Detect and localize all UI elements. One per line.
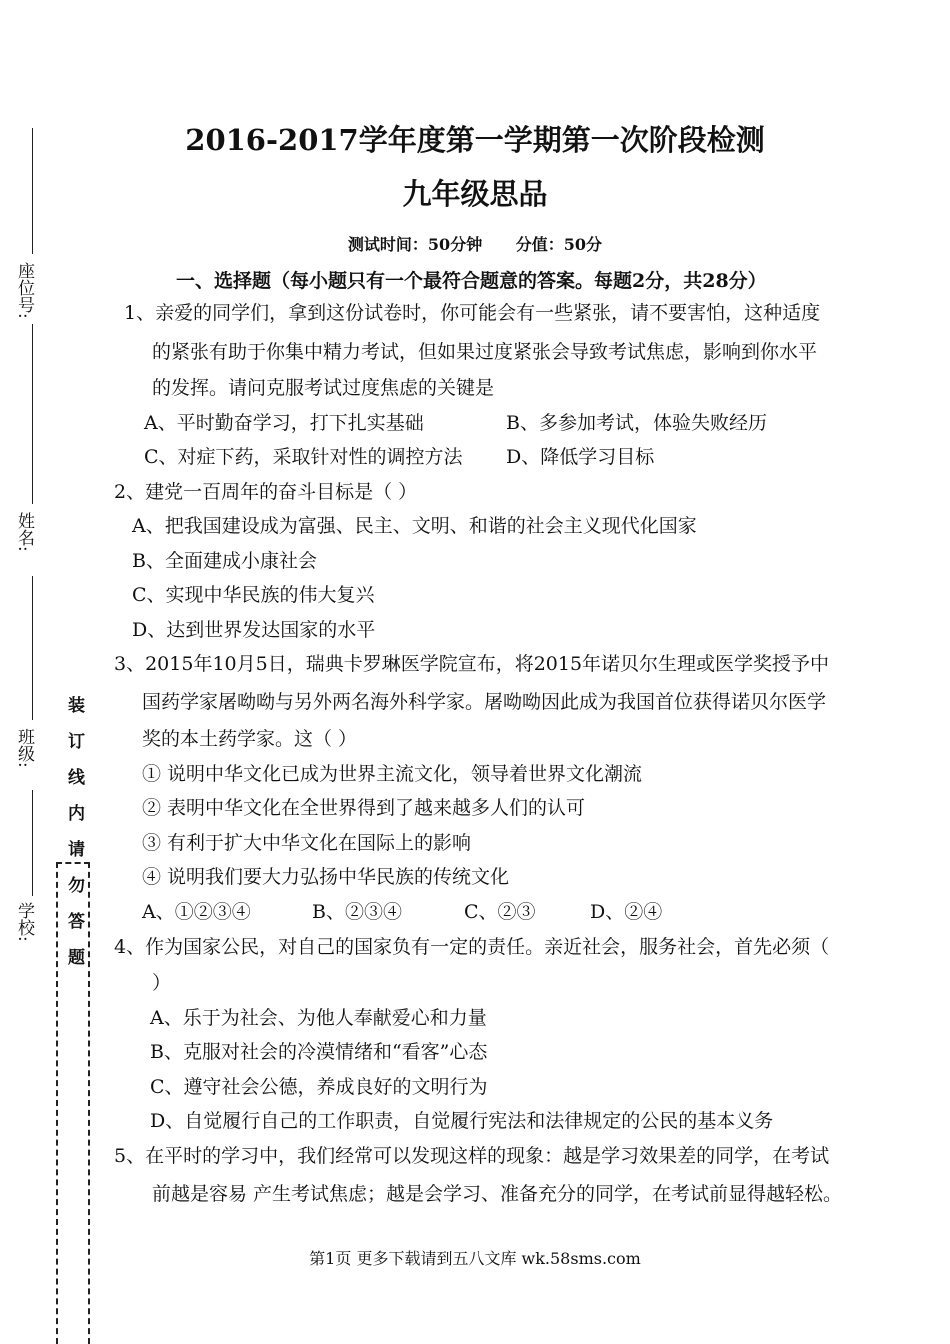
question-2-option-b: B、全面建成小康社会 [132, 550, 317, 572]
exam-time: 测试时间：50分钟 [347, 235, 483, 254]
question-3-statement: ③ 有利于扩大中华文化在国际上的影响 [142, 832, 472, 854]
question-3-statement: ② 表明中华文化在全世界得到了越来越多人们的认可 [142, 797, 586, 819]
binding-dashed-line [56, 862, 90, 1344]
question-3-stem: 3、2015年10月5日，瑞典卡罗琳医学院宣布，将2015年诺贝尔生理或医学奖授予中 [114, 653, 830, 675]
question-1-stem: 的紧张有助于你集中精力考试，但如果过度紧张会导致考试焦虑，影响到你水平 [152, 341, 818, 363]
question-4-option-c: C、遵守社会公德，养成良好的文明行为 [150, 1076, 488, 1098]
binding-warning: 装订线内请勿答题 [64, 696, 84, 984]
question-5-stem: 前越是容易 产生考试焦虑；越是会学习、准备充分的同学，在考试前显得越轻松。 [152, 1183, 843, 1205]
question-3-option-c: C、②③ [464, 901, 536, 923]
question-4-option-b: B、克服对社会的冷漠情绪和“看客”心态 [150, 1041, 488, 1063]
question-2-option-d: D、达到世界发达国家的水平 [132, 619, 376, 641]
question-1-option-c: C、对症下药，采取针对性的调控方法 [144, 446, 463, 468]
question-1-option-b: B、多参加考试，体验失败经历 [506, 412, 767, 434]
question-2-option-c: C、实现中华民族的伟大复兴 [132, 584, 375, 606]
exam-title: 2016-2017学年度第一学期第一次阶段检测 [185, 123, 765, 157]
margin-line [32, 790, 33, 896]
question-3-statement: ① 说明中华文化已成为世界主流文化，领导着世界文化潮流 [142, 763, 643, 785]
question-3-statement: ④ 说明我们要大力弘扬中华民族的传统文化 [142, 866, 510, 888]
school-label: 学校: [14, 902, 34, 942]
question-3-option-a: A、①②③④ [142, 901, 251, 923]
question-3-option-b: B、②③④ [312, 901, 402, 923]
question-1-option-a: A、平时勤奋学习，打下扎实基础 [144, 412, 424, 434]
question-1-stem: 1、亲爱的同学们，拿到这份试卷时，你可能会有一些紧张，请不要害怕，这种适度 [124, 302, 821, 324]
margin-line [32, 576, 33, 720]
question-1-stem: 的发挥。请问克服考试过度焦虑的关键是 [152, 377, 495, 399]
exam-meta [0, 232, 950, 255]
section-heading: 一、选择题（每小题只有一个最符合题意的答案。每题2分，共28分） [176, 270, 767, 292]
question-2-stem: 2、建党一百周年的奋斗目标是（ ） [114, 481, 418, 503]
name-label: 姓名: [14, 512, 34, 552]
question-4-option-a: A、乐于为社会、为他人奉献爱心和力量 [150, 1007, 487, 1029]
exam-score: 分值：50分 [515, 235, 603, 254]
question-4-option-d: D、自觉履行自己的工作职责，自觉履行宪法和法律规定的公民的基本义务 [150, 1110, 774, 1132]
question-2-option-a: A、把我国建设成为富强、民主、文明、和谐的社会主义现代化国家 [132, 515, 697, 537]
question-5-stem: 5、在平时的学习中，我们经常可以发现这样的现象：越是学习效果差的同学，在考试 [114, 1145, 830, 1167]
question-1-option-d: D、降低学习目标 [506, 446, 655, 468]
question-3-stem: 奖的本土药学家。这（ ） [142, 728, 358, 750]
seat-label: 座位号: [14, 262, 34, 319]
margin-line [32, 324, 33, 504]
page-footer: 第1页 更多下载请到五八文库 wk.58sms.com [309, 1249, 641, 1268]
question-3-stem: 国药学家屠呦呦与另外两名海外科学家。屠呦呦因此成为我国首位获得诺贝尔医学 [142, 691, 827, 713]
question-4-stem: ） [152, 972, 172, 994]
question-3-option-d: D、②④ [590, 901, 663, 923]
exam-subject: 九年级思品 [402, 177, 548, 211]
class-label: 班级: [14, 728, 34, 768]
question-4-stem: 4、作为国家公民，对自己的国家负有一定的责任。亲近社会，服务社会，首先必须（ [114, 936, 830, 958]
